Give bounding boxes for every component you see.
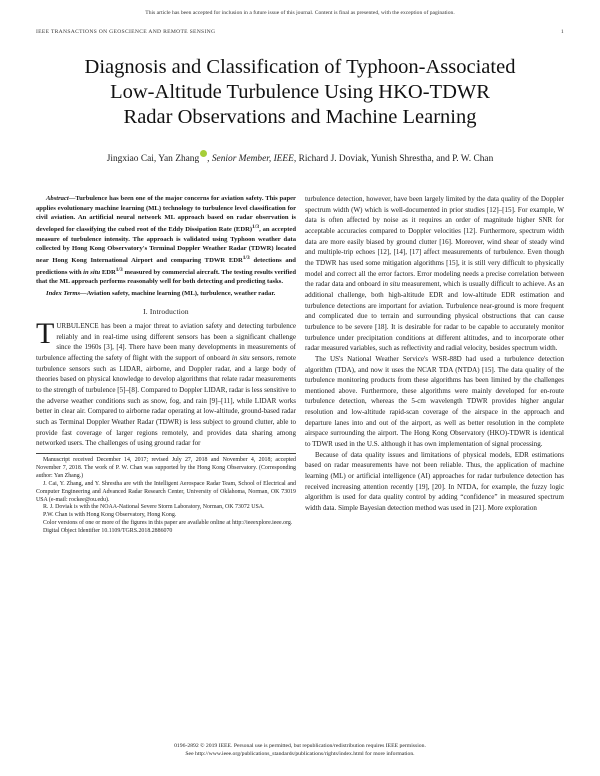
section-heading: I. Introduction: [143, 306, 189, 316]
abstract-label: Abstract: [46, 195, 69, 202]
abstract-text-1: —Turbulence has been one of the major concerns for aviation safety. This paper applies evolutionary machine learning (ML) technology to turbulence level classification for civil aviation. An artificial neural network ML approach based on radar observation is developed for classifying the cubed root of the Eddy Dissipation Rate (EDR): [36, 195, 296, 233]
copyright-line: 0196-2892 © 2019 IEEE. Personal use is permitted, but republication/redistribution requires IEEE permission.: [174, 743, 426, 749]
right-column: [305, 194, 564, 514]
footnote-affiliation-1: J. Cai, Y. Zhang, and Y. Shrestha are with the Intelligent Aerospace Radar Team, School of Electrical and Computer Engineering and Advanced Radar Research Center, University of Oklahoma, Norman, OK 73019 USA (e-mail: rockee@ou.edu).: [36, 480, 296, 503]
right-paragraph-2: The US's National Weather Service's WSR-88D had used a turbulence detection algorithm (TDA), and now it uses the NCAR TDA (NTDA) [15]. The data quality of the turbulence monitoring products from these algorithms has been limited by the challenges mentioned above. Furthermore, these algorithms were mainly developed for en-route turbulence detection, whereas the 5-cm wavelength TDWR provides higher angular resolution and low-altitude rapid-scan coverage of the airspace in the approach and departure lanes into and out of the airport, as well as better resolution in the complete airspace surrounding the airport. The Hong Kong Observatory (HKO)-TDWR is identical to TDWR used in the U.S. although it has own implementation of signal processing.: [305, 354, 564, 449]
title-line-2: Low-Altitude Turbulence Using HKO-TDWR: [110, 81, 490, 103]
right-paragraph-3: Because of data quality issues and limitations of physical models, EDR estimations based on radar measurements have not been reliable. Thus, the application of machine learning (ML) or artificial intelligence (AI) approaches for radar turbulence detection has received increasing attention recently [19], [20]. In NTDA, for example, the fuzzy logic algorithm is used for data quality control by adding “confidence” in measured spectrum width data. Simple Bayesian detection method was used in [21]. More exploration: [305, 450, 564, 513]
footnotes: [36, 453, 296, 536]
right-text-2: measurement, which is usually difficult to achieve. As an additional challenge, both high-altitude EDR and low-altitude EDR estimation and turbulence detections are important for aviation. Turbulence near-ground is more frequent and complicated due to terrain and surrounding physical obstructions that can cause turbulence to be severe [18]. It is desirable for radar to be capable to accurately monitor turbulence under precipitation conditions at different altitudes, and to incorporate other radar measured variables, such as reflectivity and radial velocity, besides spectrum width.: [305, 280, 564, 353]
title-line-3: Radar Observations and Machine Learning: [123, 106, 477, 128]
abstract: [36, 194, 296, 287]
index-terms-label: Index Terms: [46, 289, 81, 297]
author-names-b: , Richard J. Doviak, Yunish Shrestha, and P. W. Chan: [293, 154, 494, 164]
acceptance-note: This article has been accepted for inclusion in a future issue of this journal. Content is final as presented, with the exception of pagination.: [145, 10, 455, 16]
copyright-note: [0, 742, 600, 758]
index-terms: [36, 289, 296, 299]
orcid-icon[interactable]: [200, 150, 207, 157]
rights-link[interactable]: See http://www.ieee.org/publications_standards/publications/rights/index.html for more information.: [185, 751, 415, 757]
page-number: 1: [560, 29, 564, 35]
author-names-a: Jingxiao Cai, Yan Zhang: [106, 154, 200, 164]
left-column: [36, 194, 296, 536]
author-list: Jingxiao Cai, Yan Zhang , Senior Member, IEEE, Richard J. Doviak, Yunish Shrestha, and P. W. Chan: [0, 150, 600, 164]
intro-text-2: sensors, remote turbulence sensors such as LIDAR, airborne, and Doppler radar, and a large body of theories based on physical knowledge to develop algorithms that relate radar measurements to the strength of turbulence [5]–[8]. Compared to Doppler LIDAR, radar is less sensitive to the adverse weather conditions such as snow, fog, and rain [9]–[11], while LIDAR works better in clear air. Compared to airborne radar operating at low-altitude, ground-based radar such as Terminal Doppler Weather Radar (TDWR) is less subject to ground clutter, able to provide fast coverage of larger regions remotely, and provides data sharing among networked users. The challenges of using ground radar for: [36, 354, 296, 448]
intro-text-1: URBULENCE has been a major threat to aviation safety and detecting turbulence reliably and in real-time using different sensors has been a significant challenge since the 1960s [3], [4]. There have been many developments in measurements of turbulence affecting the safety of flight with the support of onboard: [36, 322, 296, 363]
footnote-received: Manuscript received December 14, 2017; revised July 27, 2018 and November 4, 2018; accepted November 7, 2018. The work of P. W. Chan was supported by the Hong Kong Observatory. (Corresponding author: Yan Zhang.): [36, 457, 296, 479]
running-header: [36, 29, 564, 35]
abstract-sup-2: 1/3: [242, 254, 250, 261]
member-grade: Senior Member, IEEE: [211, 154, 294, 164]
footnote-color-note: Color versions of one or more of the figures in this paper are available online at http://ieeexplore.ieee.org.: [43, 520, 293, 527]
title-line-1: Diagnosis and Classification of Typhoon-Associated: [84, 56, 516, 78]
footnote-affiliation-3: P.W. Chan is with Hong Kong Observatory, Hong Kong.: [43, 512, 177, 519]
index-terms-text: —Aviation safety, machine learning (ML), turbulence, weather radar.: [80, 289, 276, 297]
right-insitu: in situ: [382, 280, 401, 289]
abstract-text-4: EDR: [100, 268, 116, 276]
footnote-doi: Digital Object Identifier 10.1109/TGRS.2018.2886070: [43, 528, 173, 535]
right-text-1: turbulence detection, however, have been largely limited by the data quality of the Doppler spectrum width (W) which is well-documented in prior studies [12]–[15]. For example, W data is often affected by noise as it requires an order of magnitude higher SNR for acceptable accuracies compared to Doppler velocities [12]. Furthermore, spectrum width data are more easily biased by ground clutter [16]. Moreover, wind shear of steady wind and multiple-trip echoes [12], [14], [17] affect measurements of turbulence. Even though the TDWR has used some mitigation algorithms [15], it is still very difficult to physically model and correct all the error factors. Error modeling needs a precise correlation between the radar data and onboard: [305, 195, 564, 289]
abstract-sup-3: 1/3: [115, 266, 123, 273]
abstract-sup-1: 1/3: [252, 223, 260, 230]
journal-name: IEEE TRANSACTIONS ON GEOSCIENCE AND REMOTE SENSING: [36, 29, 216, 35]
abstract-text-3: detections and predictions with: [36, 256, 296, 276]
paper-title: [20, 55, 580, 130]
intro-paragraph: [36, 317, 296, 449]
abstract-text-5: measured by commercial aircraft. The testing results verified that the ML approach performs reasonably well for both detecting and predicting tasks.: [36, 268, 296, 286]
footnote-affiliation-2: R. J. Doviak is with the NOAA-National Severe Storm Laboratory, Norman, OK 73072 USA.: [43, 504, 265, 511]
intro-insitu: in situ: [231, 354, 250, 363]
right-paragraph-1: [305, 194, 564, 354]
abstract-text-2: , an accepted measure of turbulence intensity. The approach is validated using Typhoon weather data collected by Hong Kong Observatory's Terminal Doppler Weather Radar (TDWR) located near Hong Kong International Airport and comparing TDWR EDR: [36, 225, 296, 264]
abstract-insitu: in situ: [83, 268, 101, 276]
drop-cap: T: [36, 317, 55, 351]
